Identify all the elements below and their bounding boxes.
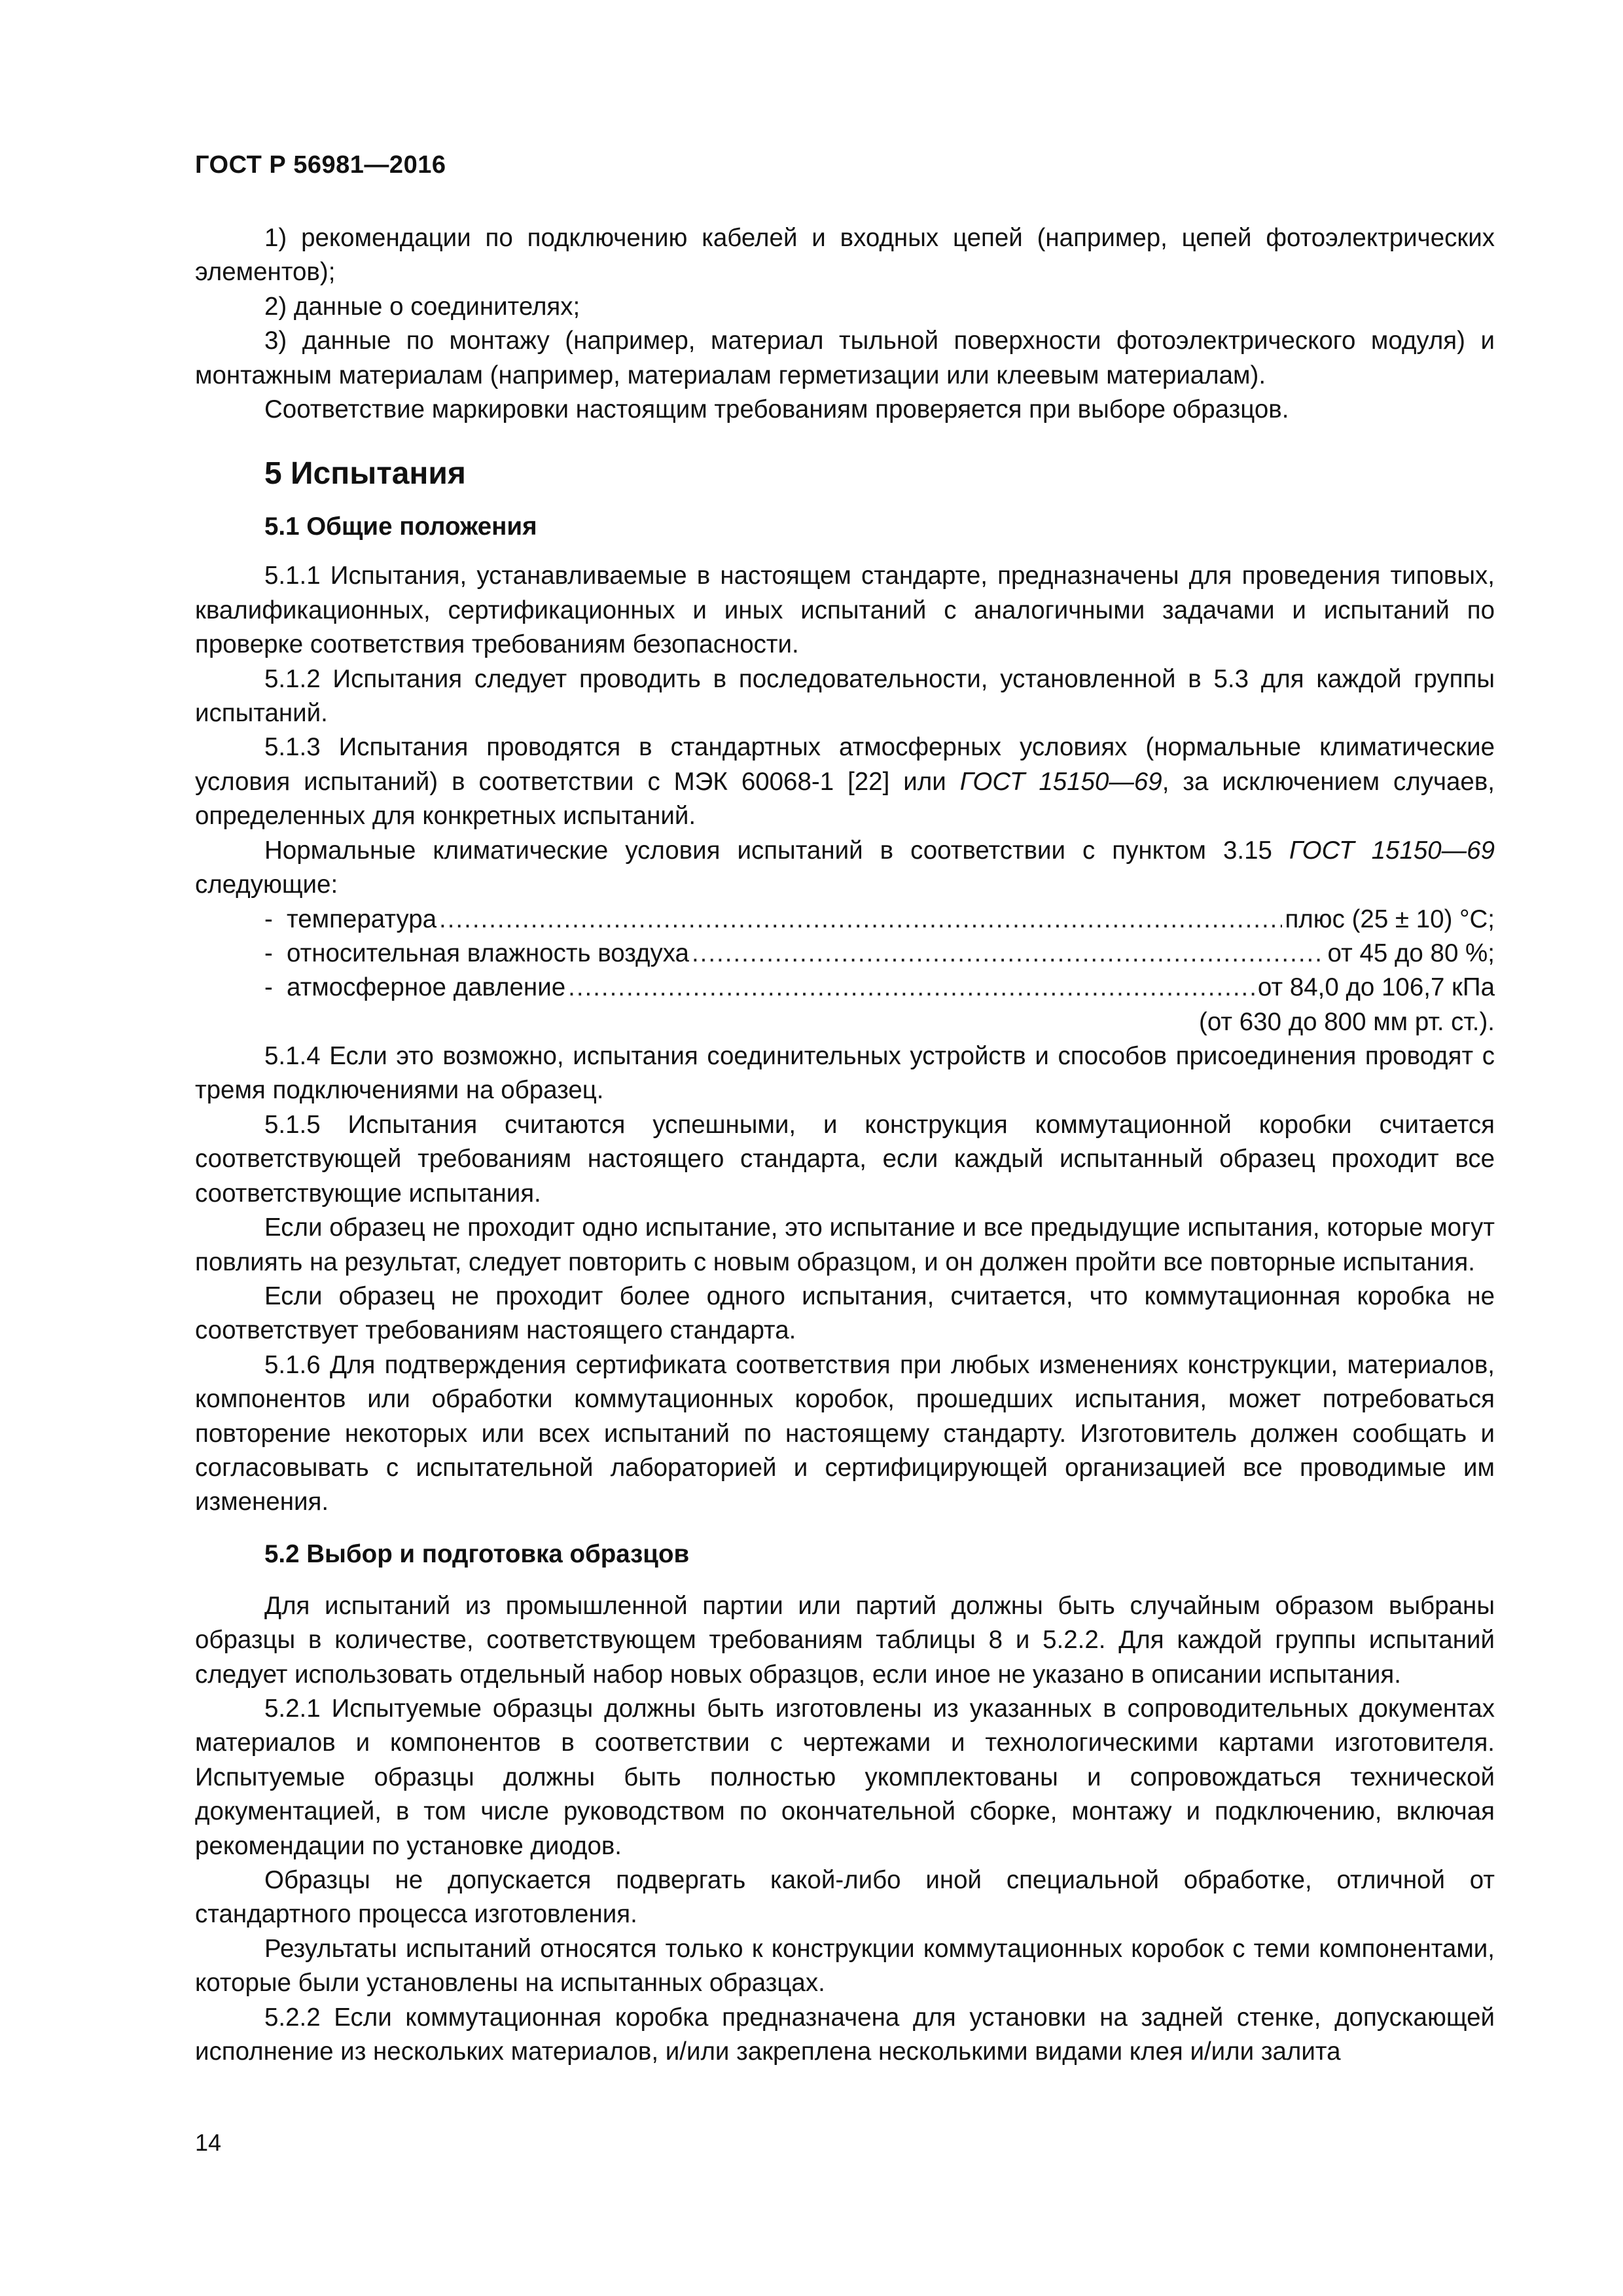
list-dash: - xyxy=(264,973,273,1002)
normal-conditions-intro xyxy=(195,834,1495,903)
normal-conditions-text-a: Нормальные климатические условия испытаний в соответствии с пунктом 3.15 xyxy=(264,836,1289,865)
condition-humidity xyxy=(195,937,1495,971)
list-dash: - xyxy=(264,939,273,967)
paragraph-5-1-1: 5.1.1 Испытания, устанавливаемые в настоящем стандарте, предназначены для проведения типовых, квалификационных, сертификационных и иных испытаний с аналогичными задачами и испытаний по проверке соответствия требованиям безопасности. xyxy=(195,562,1495,659)
condition-value: от 45 до 80 %; xyxy=(1327,939,1495,967)
dot-leader xyxy=(692,937,1325,971)
condition-temperature xyxy=(195,903,1495,937)
paragraph-5-1-6: 5.1.6 Для подтверждения сертификата соответствия при любых изменениях конструкции, материалов, компонентов или обработки коммутационных коробок, прошедших испытания, может потребоваться повторение некоторых или всех испытаний по настоящему стандарту. Изготовитель должен сообщать и согласовывать с испытательной лабораторией и сертифицирующей организацией все проводимые им изменения. xyxy=(195,1350,1495,1516)
paragraph-5-1-5-c: Если образец не проходит более одного испытания, считается, что коммутационная коробка не соответствует требованиям настоящего стандарта. xyxy=(195,1282,1495,1345)
paragraph-5-1-3-text-b: , за исключением случаев, определенных для конкретных испытаний. xyxy=(195,767,1495,831)
document-page xyxy=(195,0,1495,2296)
gost-reference: ГОСТ 15150—69 xyxy=(1289,836,1495,865)
document-body xyxy=(195,221,1495,2069)
document-code-header: ГОСТ Р 56981—2016 xyxy=(195,151,446,179)
paragraph-5-2-2: 5.2.2 Если коммутационная коробка предназначена для установки на задней стенке, допускающей исполнение из нескольких материалов, и/или закреплена несколькими видами клея и/или залита xyxy=(195,2003,1495,2066)
dot-leader xyxy=(568,971,1255,1005)
intro-paragraph-1: 1) рекомендации по подключению кабелей и входных цепей (например, цепей фотоэлектрических элементов); xyxy=(195,224,1495,287)
intro-paragraph-4: Соответствие маркировки настоящим требованиям проверяется при выборе образцов. xyxy=(264,395,1289,424)
paragraph-5-1-3-text-a: 5.1.3 Испытания проводятся в стандартных атмосферных условиях (нормальные климатические условия испытаний) в соответствии с МЭК 60068-1 [22] или xyxy=(195,733,1495,796)
condition-label: относительная влажность воздуха xyxy=(287,939,689,967)
normal-conditions-text-b: следующие: xyxy=(195,870,338,899)
paragraph-5-2-1: 5.2.1 Испытуемые образцы должны быть изготовлены из указанных в сопроводительных документах материалов и компонентов в соответствии с чертежами и технологическими картами изготовителя. Испытуемые образцы должны быть полностью укомплектованы и сопровождаться технической документацией, в том числе руководством по окончательной сборке, монтажу и подключению, включая рекомендации по установке диодов. xyxy=(195,1694,1495,1860)
dot-leader xyxy=(439,903,1282,937)
condition-label: температура xyxy=(287,905,437,933)
section-5-heading: 5 Испытания xyxy=(264,456,466,492)
intro-paragraph-3: 3) данные по монтажу (например, материал тыльной поверхности фотоэлектрического модуля) и монтажным материалам (например, материалам герметизации или клеевым материалам). xyxy=(195,327,1495,389)
paragraph-5-1-4: 5.1.4 Если это возможно, испытания соединительных устройств и способов присоединения проводят с тремя подключениями на образец. xyxy=(195,1042,1495,1105)
paragraph-5-2-1-b: Образцы не допускается подвергать какой-либо иной специальной обработке, отличной от стандартного процесса изготовления. xyxy=(195,1866,1495,1929)
paragraph-5-1-2: 5.1.2 Испытания следует проводить в последовательности, установленной в 5.3 для каждой группы испытаний. xyxy=(195,664,1495,728)
condition-label: атмосферное давление xyxy=(287,973,566,1002)
page-number: 14 xyxy=(195,2129,222,2156)
condition-pressure xyxy=(195,971,1495,1005)
condition-pressure-mmhg: (от 630 до 800 мм рт. ст.). xyxy=(1199,1007,1495,1036)
paragraph-5-1-5: 5.1.5 Испытания считаются успешными, и конструкция коммутационной коробки считается соответствующей требованиям настоящего стандарта, если каждый испытанный образец проходит все соответствующие испытания. xyxy=(195,1110,1495,1208)
section-5-2-heading: 5.2 Выбор и подготовка образцов xyxy=(264,1539,690,1568)
gost-reference: ГОСТ 15150—69 xyxy=(959,767,1162,796)
paragraph-5-2: Для испытаний из промышленной партии или партий должны быть случайным образом выбраны образцы в количестве, соответствующем требованиям таблицы 8 и 5.2.2. Для каждой группы испытаний следует использовать отдельный набор новых образцов, если иное не указано в описании испытания. xyxy=(195,1591,1495,1689)
list-dash: - xyxy=(264,905,273,933)
intro-paragraph-2: 2) данные о соединителях; xyxy=(264,292,580,321)
paragraph-5-1-5-b: Если образец не проходит одно испытание, это испытание и все предыдущие испытания, которые могут повлиять на результат, следует повторить с новым образцом, и он должен пройти все повторные испытания. xyxy=(195,1213,1495,1276)
paragraph-5-2-1-c: Результаты испытаний относятся только к конструкции коммутационных коробок с теми компонентами, которые были установлены на испытанных образцах. xyxy=(195,1934,1495,1998)
condition-value: плюс (25 ± 10) °С; xyxy=(1285,905,1495,933)
condition-value: от 84,0 до 106,7 кПа xyxy=(1257,973,1495,1002)
section-5-1-heading: 5.1 Общие положения xyxy=(264,512,537,541)
paragraph-5-1-3 xyxy=(195,730,1495,833)
